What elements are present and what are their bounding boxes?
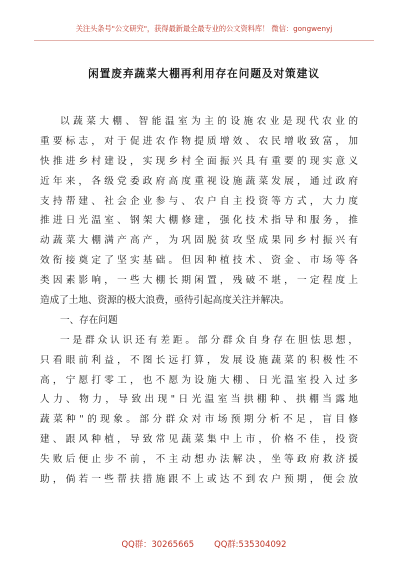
document-title: 闲置废弃蔬菜大棚再利用存在问题及对策建议: [88, 68, 320, 80]
paragraph-line: 只看眼前利益，不图长远打算，发展设施蔬菜的积极性不: [40, 354, 358, 366]
section-heading: 一、存在问题: [60, 314, 118, 326]
paragraph-line: 重要标志，对于促进农作物提质增效、农民增收致富，加: [40, 135, 358, 147]
paragraph-line: 推进日光温室、钢架大棚修建，强化技术指导和服务，推: [40, 215, 358, 227]
document-body: [40, 112, 358, 490]
paragraph-line: 以蔬菜大棚、智能温室为主的设施农业是现代农业的: [60, 116, 358, 127]
paragraph-line: 建、跟风种植，导致常见蔬菜集中上市，价格不佳，投资: [40, 434, 358, 446]
paragraph-line: 近年来，各级党委政府高度重视设施蔬菜发展，通过政府: [40, 175, 358, 187]
footer-qq-group-a: QQ群：30265665: [121, 539, 195, 549]
paragraph-line: 一是群众认识还有差距。部分群众自身存在胆怯思想，: [60, 334, 358, 346]
paragraph-line: 高，宁愿打零工，也不愿为设施大棚、日光温室投入过多: [40, 374, 358, 386]
paragraph-line: 人力、物力，导致出现"日光温室当拱棚种、拱棚当露地: [40, 394, 358, 406]
paragraph-line: 失败后便止步不前，不主动想办法解决，坐等政府救济援: [40, 454, 358, 466]
paragraph-line: 快推进乡村建设，实现乡村全面振兴具有重要的现实意义: [40, 155, 358, 167]
paragraph-line: 效衔接奠定了坚实基础。但因种植技术、资金、市场等各: [40, 255, 358, 267]
paragraph-line: 动蔬菜大棚满产高产，为巩固脱贫攻坚成果同乡村振兴有: [40, 235, 358, 247]
paragraph-line: 造成了土地、资源的极大浪费，亟待引起高度关注并解决。: [40, 295, 290, 307]
paragraph-line: 助，倘若一些帮扶措施跟不上或达不到农户预期，便会放: [40, 474, 358, 486]
footer-contact: [0, 538, 408, 550]
paragraph-line: 类因素影响，一些大棚长期闲置，残破不堪，一定程度上: [40, 275, 358, 287]
paragraph-line: 支持帮建、社会企业参与、农户自主投资等方式，大力度: [40, 195, 358, 207]
footer-qq-group-b: QQ群:535304092: [214, 539, 287, 549]
header-divider: [34, 40, 374, 41]
header-banner: 关注头条号"公文研究"，获得最新最全最专业的公文资料库！ 微信：gongwenyj: [75, 24, 333, 33]
paragraph-line: 蔬菜种"的现象。部分群众对市场预期分析不足，盲目修: [40, 414, 358, 426]
